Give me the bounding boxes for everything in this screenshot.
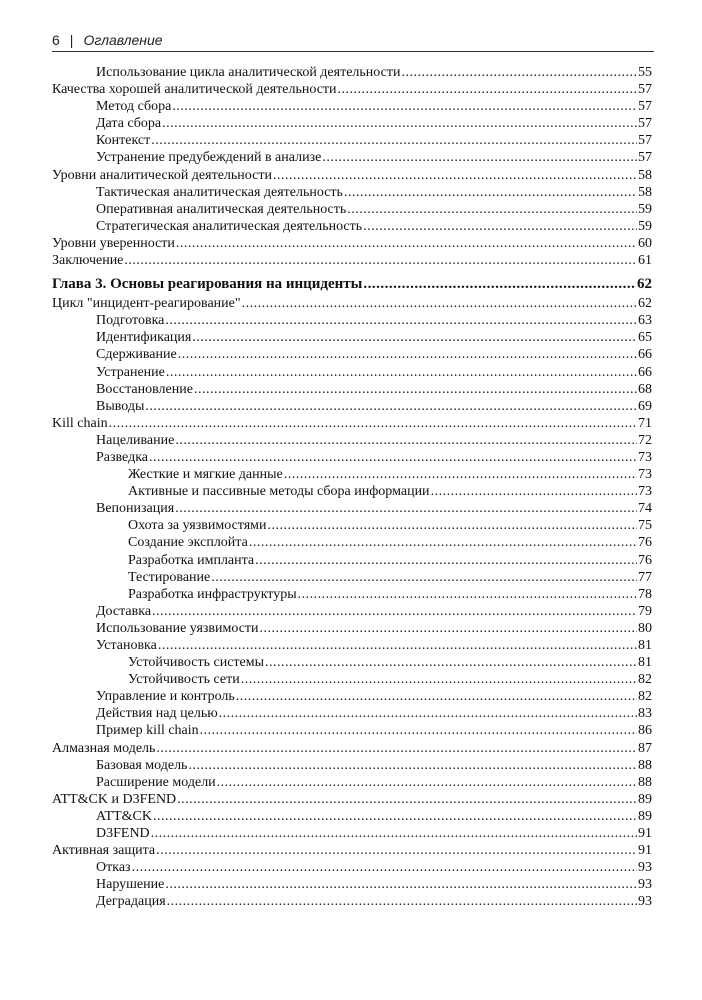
dot-leader [255, 552, 637, 569]
dot-leader [188, 757, 637, 774]
dot-leader [175, 500, 637, 517]
toc-entry-title: Стратегическая аналитическая деятельность [96, 218, 363, 234]
toc-entry-title: D3FEND [96, 826, 150, 842]
dot-leader [109, 415, 637, 432]
toc-entry-page: 87 [638, 740, 652, 756]
toc-entry-title: Сдерживание [96, 347, 177, 363]
toc-entry[interactable] [52, 312, 652, 329]
toc-entry[interactable] [52, 620, 652, 637]
toc-entry-page: 93 [638, 860, 652, 876]
toc-entry-page: 88 [638, 774, 652, 790]
toc-entry-page: 61 [638, 253, 652, 269]
dot-leader [172, 98, 637, 115]
toc-entry[interactable] [52, 603, 652, 620]
toc-entry[interactable] [52, 842, 652, 859]
dot-leader [284, 466, 637, 483]
toc-entry-title: Управление и контроль [96, 689, 235, 705]
toc-entry[interactable] [52, 500, 652, 517]
header-separator: | [69, 32, 74, 48]
toc-entry[interactable] [52, 295, 652, 312]
toc-entry-title: Заключение [52, 253, 124, 269]
toc-entry-title: Тактическая аналитическая деятельность [96, 184, 343, 200]
toc-entry-title: Цикл "инцидент-реагирование" [52, 296, 241, 312]
dot-leader [177, 791, 637, 808]
dot-leader [211, 569, 637, 586]
toc-entry[interactable] [52, 517, 652, 534]
toc-entry-page: 72 [638, 432, 652, 448]
toc-entry[interactable] [52, 740, 652, 757]
toc-entry-page: 89 [638, 791, 652, 807]
toc-entry[interactable] [52, 184, 652, 201]
toc-entry[interactable] [52, 398, 652, 415]
toc-entry-title: Метод сбора [96, 99, 172, 115]
toc-entry-title: Использование цикла аналитической деятельности [96, 65, 401, 80]
toc-entry-page: 93 [638, 894, 652, 910]
dot-leader [219, 705, 637, 722]
dot-leader [249, 534, 637, 551]
toc-entry-page: 76 [638, 552, 652, 568]
toc-entry-page: 73 [638, 449, 652, 465]
toc-entry-page: 66 [638, 347, 652, 363]
toc-entry[interactable] [52, 791, 652, 808]
toc-entry-page: 55 [638, 65, 652, 80]
toc-entry-page: 57 [638, 116, 652, 132]
toc-entry-title: Уровни аналитической деятельности [52, 167, 272, 183]
dot-leader [178, 346, 637, 363]
header-rule [52, 51, 654, 52]
toc-entry-page: 76 [638, 535, 652, 551]
page-number: 6 [52, 32, 60, 48]
toc-entry[interactable] [52, 364, 652, 381]
toc-entry[interactable] [52, 381, 652, 398]
toc-entry-page: 68 [638, 381, 652, 397]
toc-entry-title: Устранение предубеждений в анализе [96, 150, 322, 166]
toc-entry[interactable] [52, 671, 652, 688]
dot-leader [156, 740, 637, 757]
dot-leader [401, 64, 637, 81]
dot-leader [338, 81, 637, 98]
toc-entry[interactable] [52, 346, 652, 363]
toc-entry[interactable] [52, 201, 652, 218]
toc-entry[interactable] [52, 115, 652, 132]
dot-leader [165, 876, 637, 893]
toc-entry[interactable] [52, 149, 652, 166]
toc-entry-page: 75 [638, 518, 652, 534]
toc-entry[interactable] [52, 722, 652, 739]
dot-leader [363, 218, 637, 235]
dot-leader [265, 654, 637, 671]
toc-entry-title: Разведка [96, 449, 149, 465]
toc-entry-page: 66 [638, 364, 652, 380]
toc-entry[interactable] [52, 552, 652, 569]
toc-entry[interactable] [52, 569, 652, 586]
dot-leader [236, 688, 637, 705]
dot-leader [151, 132, 637, 149]
toc-entry[interactable] [52, 774, 652, 791]
toc-entry-title: Контекст [96, 133, 151, 149]
dot-leader [176, 235, 637, 252]
toc-entry[interactable] [52, 449, 652, 466]
toc-entry-page: 57 [638, 133, 652, 149]
toc-entry-page: 73 [638, 484, 652, 500]
dot-leader [166, 364, 637, 381]
toc-entry-page: 59 [638, 201, 652, 217]
toc-entry-title: Активные и пассивные методы сбора информации [128, 484, 430, 500]
toc-entry-title: Качества хорошей аналитической деятельности [52, 82, 337, 98]
toc-entry-title: Базовая модель [96, 757, 188, 773]
toc-entry-page: 63 [638, 313, 652, 329]
toc-entry-title: Охота за уязвимостями [128, 518, 267, 534]
dot-leader [165, 312, 637, 329]
toc-entry-title: Уровни уверенности [52, 235, 175, 251]
toc-entry-page: 57 [638, 150, 652, 166]
toc-entry-title: Нарушение [96, 877, 165, 893]
toc-entry-title: Расширение модели [96, 774, 216, 790]
toc-entry[interactable] [52, 252, 652, 269]
dot-leader [156, 842, 637, 859]
toc-entry-page: 57 [638, 82, 652, 98]
toc-entry-page: 82 [638, 672, 652, 688]
dot-leader [242, 295, 637, 312]
table-of-contents [52, 64, 652, 911]
toc-entry-title: Деградация [96, 894, 166, 910]
toc-entry-page: 62 [637, 276, 652, 293]
dot-leader [217, 774, 637, 791]
toc-entry[interactable] [52, 218, 652, 235]
toc-entry-title: Создание эксплойта [128, 535, 248, 551]
toc-entry-title: Разработка импланта [128, 552, 255, 568]
toc-entry-title: Нацеливание [96, 432, 175, 448]
dot-leader [167, 893, 637, 910]
toc-entry-page: 81 [638, 655, 652, 671]
dot-leader [322, 149, 637, 166]
dot-leader [192, 329, 637, 346]
toc-entry[interactable] [52, 757, 652, 774]
toc-entry-page: 58 [638, 184, 652, 200]
dot-leader [431, 483, 637, 500]
dot-leader [298, 586, 637, 603]
toc-entry-page: 65 [638, 330, 652, 346]
toc-entry-page: 88 [638, 757, 652, 773]
dot-leader [260, 620, 637, 637]
toc-entry-title: ATT&CK и D3FEND [52, 791, 177, 807]
dot-leader [273, 167, 637, 184]
toc-entry-title: Восстановление [96, 381, 193, 397]
toc-entry[interactable] [52, 705, 652, 722]
toc-entry-page: 57 [638, 99, 652, 115]
dot-leader [124, 252, 637, 269]
toc-entry[interactable] [52, 893, 652, 910]
section-title: Оглавление [83, 32, 163, 48]
toc-entry[interactable] [52, 64, 652, 81]
dot-leader [152, 603, 637, 620]
toc-entry-title: ATT&CK [96, 808, 152, 824]
toc-entry-page: 81 [638, 638, 652, 653]
toc-entry-page: 82 [638, 689, 652, 705]
toc-entry-title: Тестирование [128, 569, 211, 585]
toc-entry[interactable] [52, 415, 652, 432]
toc-entry-page: 71 [638, 415, 652, 431]
toc-entry-page: 77 [638, 569, 652, 585]
toc-entry-page: 86 [638, 723, 652, 739]
toc-entry[interactable] [52, 534, 652, 551]
dot-leader [268, 517, 637, 534]
toc-entry[interactable] [52, 586, 652, 603]
toc-entry[interactable] [52, 859, 652, 876]
toc-entry[interactable] [52, 637, 652, 654]
toc-entry[interactable] [52, 825, 652, 842]
toc-entry-title: Жесткие и мягкие данные [128, 467, 283, 483]
toc-entry[interactable] [52, 688, 652, 705]
toc-entry-title: Устойчивость сети [128, 672, 240, 688]
toc-entry-page: 69 [638, 398, 652, 414]
toc-entry-page: 73 [638, 467, 652, 483]
toc-entry[interactable] [52, 808, 652, 825]
toc-entry-title: Алмазная модель [52, 740, 156, 756]
toc-entry[interactable] [52, 235, 652, 252]
dot-leader [175, 432, 637, 449]
toc-chapter-entry[interactable] [52, 276, 652, 294]
dot-leader [363, 276, 636, 293]
toc-entry-page: 58 [638, 167, 652, 183]
toc-entry-title: Устойчивость системы [128, 655, 265, 671]
toc-entry[interactable] [52, 654, 652, 671]
toc-entry[interactable] [52, 876, 652, 893]
toc-entry-title: Kill chain [52, 415, 108, 431]
toc-entry-title: Устранение [96, 364, 165, 380]
toc-entry-page: 60 [638, 235, 652, 251]
toc-entry[interactable] [52, 432, 652, 449]
dot-leader [153, 808, 637, 825]
toc-entry-title: Глава 3. Основы реагирования на инциденты [52, 276, 363, 293]
toc-entry-page: 83 [638, 706, 652, 722]
dot-leader [241, 671, 637, 688]
toc-entry-title: Идентификация [96, 330, 192, 346]
dot-leader [158, 637, 637, 654]
toc-entry-page: 89 [638, 808, 652, 824]
toc-entry-title: Вепонизация [96, 501, 175, 517]
toc-entry-title: Пример kill chain [96, 723, 199, 739]
toc-entry-title: Разработка инфраструктуры [128, 586, 297, 602]
toc-entry-page: 62 [638, 296, 652, 312]
dot-leader [200, 722, 637, 739]
toc-entry[interactable] [52, 132, 652, 149]
toc-entry-page: 93 [638, 877, 652, 893]
toc-entry[interactable] [52, 81, 652, 98]
running-header [52, 32, 654, 50]
dot-leader [162, 115, 637, 132]
dot-leader [132, 859, 637, 876]
toc-entry-title: Действия над целью [96, 706, 218, 722]
toc-entry-title: Установка [96, 638, 157, 653]
dot-leader [145, 398, 637, 415]
toc-entry-page: 80 [638, 620, 652, 636]
toc-entry[interactable] [52, 167, 652, 184]
dot-leader [347, 201, 637, 218]
dot-leader [344, 184, 637, 201]
toc-entry[interactable] [52, 466, 652, 483]
toc-entry-title: Использование уязвимости [96, 620, 259, 636]
toc-entry-title: Отказ [96, 860, 131, 876]
toc-entry-page: 91 [638, 826, 652, 842]
toc-entry-page: 74 [638, 501, 652, 517]
toc-entry-title: Оперативная аналитическая деятельность [96, 201, 347, 217]
toc-entry-page: 91 [638, 843, 652, 859]
toc-entry-page: 59 [638, 218, 652, 234]
toc-entry-title: Доставка [96, 603, 152, 619]
toc-entry[interactable] [52, 329, 652, 346]
toc-entry-title: Дата сбора [96, 116, 162, 132]
toc-entry-page: 79 [638, 603, 652, 619]
toc-entry-title: Выводы [96, 398, 145, 414]
dot-leader [151, 825, 637, 842]
toc-entry[interactable] [52, 98, 652, 115]
toc-entry-title: Активная защита [52, 843, 156, 859]
toc-entry-title: Подготовка [96, 313, 165, 329]
dot-leader [149, 449, 637, 466]
toc-entry-page: 78 [638, 586, 652, 602]
dot-leader [194, 381, 637, 398]
toc-entry[interactable] [52, 483, 652, 500]
